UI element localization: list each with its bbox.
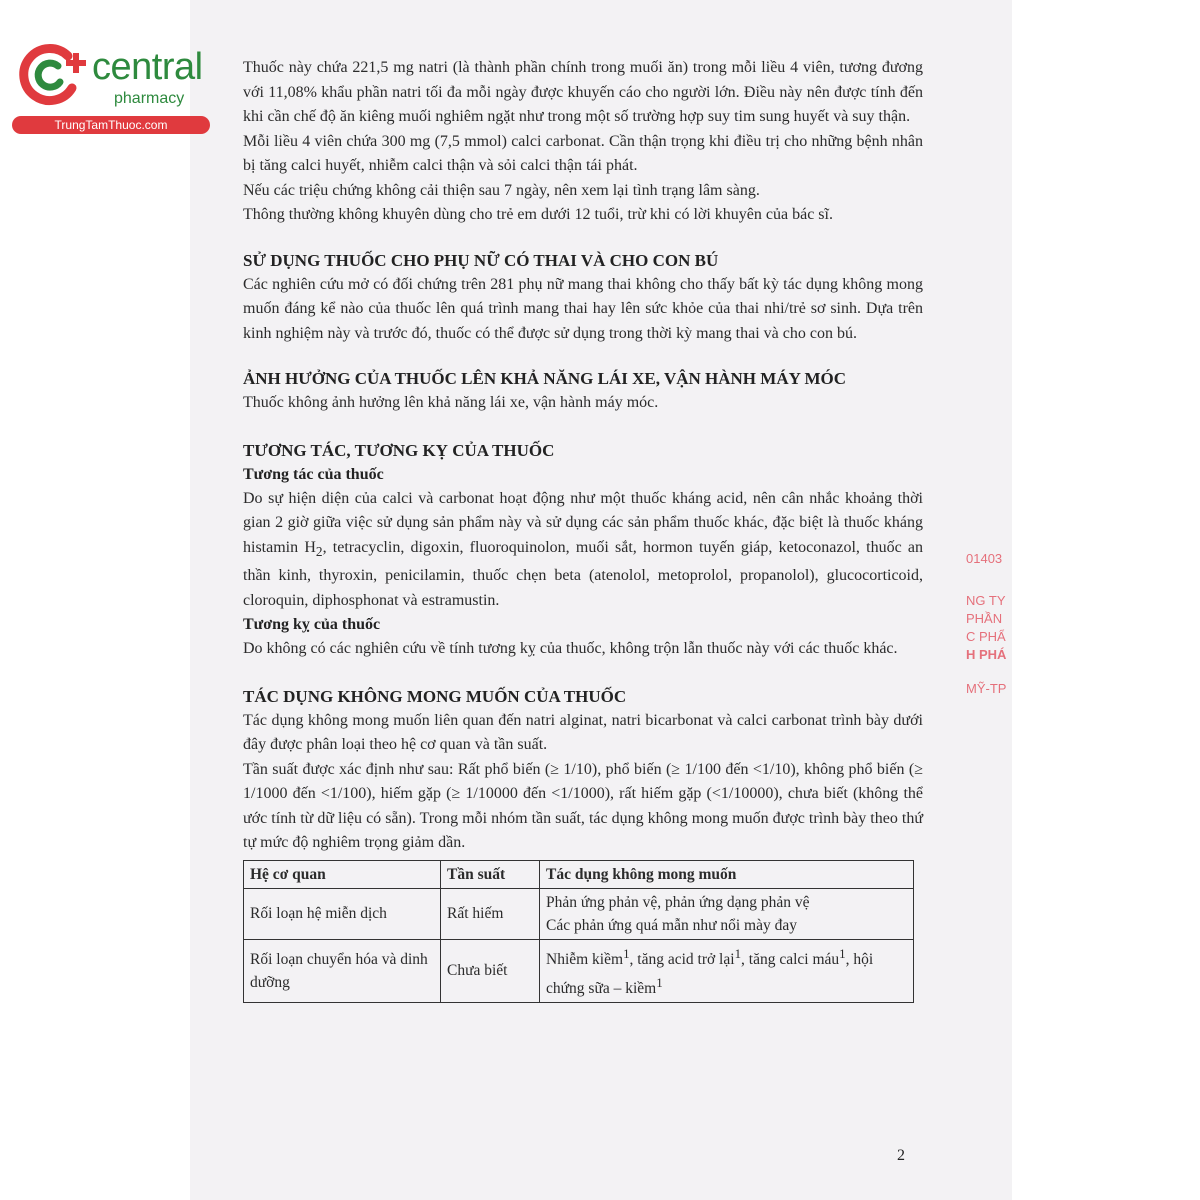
effect-item: , tăng calci máu xyxy=(741,950,840,968)
footnote-marker: 1 xyxy=(734,945,742,961)
table-row xyxy=(244,939,914,1002)
table-cell-effect xyxy=(540,939,914,1002)
intro-paragraph-3: Nếu các triệu chứng không cải thiện sau 7 ngày, nên xem lại tình trạng lâm sàng. xyxy=(243,181,760,199)
intro-paragraph-2: Mỗi liều 4 viên chứa 300 mg (7,5 mmol) calci carbonat. Cần thận trọng khi điều trị cho những bệnh nhân bị tăng calci huyết, nhiễm calci thận và sỏi calci thận tái phát. xyxy=(243,132,923,174)
stamp-line: NG TY xyxy=(966,593,1006,608)
interactions-text-part2: , tetracyclin, digoxin, fluoroquinolon, muối sắt, hormon tuyến giáp, ketoconazol, thuốc an thần kinh, thyroxin, penicilamin, thuốc chẹn beta (atenolol, metoprolol, propanolol), glucocorticoid, cloroquin, diphosphonat và estramustin. xyxy=(243,538,924,609)
effect-item: , tăng acid trở lại xyxy=(629,950,735,968)
table-cell-frequency: Rất hiếm xyxy=(441,888,540,939)
pharmacy-cross-logo-icon xyxy=(10,38,90,112)
intro-paragraph-1: Thuốc này chứa 221,5 mg natri (là thành phần chính trong muối ăn) trong mỗi liều 4 viên, tương đương với 11,08% khẩu phần natri tối đa mỗi ngày được khuyến cáo cho người lớn. Điều này nên được tính đến khi cần chế độ ăn kiêng muối nghiêm ngặt như trong một số trường hợp suy tim sung huyết và suy thận. xyxy=(243,59,923,125)
table-cell-organ: Rối loạn chuyển hóa và dinh dưỡng xyxy=(244,939,441,1002)
incompatibility-subheading: Tương kỵ của thuốc xyxy=(243,616,381,634)
logo-subtitle: pharmacy xyxy=(114,90,185,107)
stamp-line: PHẦN xyxy=(966,611,1003,626)
interactions-subheading: Tương tác của thuốc xyxy=(243,465,384,483)
adverse-heading: TÁC DỤNG KHÔNG MONG MUỐN CỦA THUỐC xyxy=(243,686,627,706)
footnote-marker: 1 xyxy=(839,945,846,961)
table-header-effect: Tác dụng không mong muốn xyxy=(540,860,914,888)
interactions-heading: TƯƠNG TÁC, TƯƠNG KỴ CỦA THUỐC xyxy=(243,440,555,460)
driving-text: Thuốc không ảnh hưởng lên khả năng lái xe, vận hành máy móc. xyxy=(243,394,659,411)
intro-paragraph-4: Thông thường không khuyên dùng cho trẻ em dưới 12 tuổi, trừ khi có lời khuyên của bác sĩ. xyxy=(243,206,833,223)
pregnancy-text: Các nghiên cứu mở có đối chứng trên 281 phụ nữ mang thai không cho thấy bất kỳ tác dụng không mong muốn đáng kể nào của thuốc lên quá trình mang thai hay lên sức khỏe của thai nhi/trẻ sơ sinh. Dựa trên kinh nghiệm này và trước đó, thuốc có thể được sử dụng trong thời kỳ mang thai và cho con bú. xyxy=(243,275,923,342)
table-row xyxy=(244,888,914,939)
pregnancy-heading: SỬ DỤNG THUỐC CHO PHỤ NỮ CÓ THAI VÀ CHO CON BÚ xyxy=(243,250,719,270)
logo-site-text: TrungTamThuoc.com xyxy=(54,118,168,132)
adverse-text-1: Tác dụng không mong muốn liên quan đến natri alginat, natri bicarbonat và calci carbonat trình bày dưới đây được phân loại theo hệ cơ quan và tần suất. xyxy=(243,711,923,754)
logo-name: central xyxy=(92,46,203,88)
footnote-marker: 1 xyxy=(656,974,663,990)
h2-subscript: 2 xyxy=(315,543,323,559)
document-content xyxy=(243,56,923,1003)
table-cell-effect xyxy=(540,888,914,939)
effect-item: Nhiễm kiềm xyxy=(546,950,624,968)
interactions-text xyxy=(243,487,923,614)
driving-heading: ẢNH HƯỞNG CỦA THUỐC LÊN KHẢ NĂNG LÁI XE, VẬN HÀNH MÁY MÓC xyxy=(243,369,847,388)
stamp-line: 01403 xyxy=(966,551,1003,566)
table-header-organ: Hệ cơ quan xyxy=(244,860,441,888)
effect-line: Các phản ứng quá mẫn như nổi mày đay xyxy=(546,916,797,934)
effect-line: Phản ứng phản vệ, phản ứng dạng phản vệ xyxy=(546,893,810,911)
table-header-frequency: Tần suất xyxy=(441,860,540,888)
footnote-marker: 1 xyxy=(623,945,630,961)
table-cell-frequency: Chưa biết xyxy=(441,939,540,1002)
stamp-line: C PHẨ xyxy=(966,629,1006,644)
pharmacy-logo[interactable] xyxy=(10,38,215,138)
stamp-line: H PHÁ xyxy=(966,647,1007,662)
company-seal-stamp xyxy=(952,550,1012,720)
page-number: 2 xyxy=(897,1147,905,1164)
adverse-text-2: Tần suất được xác định như sau: Rất phổ biến (≥ 1/10), phổ biến (≥ 1/100 đến <1/10), không phổ biến (≥ 1/1000 đến <1/100), hiếm gặp (≥ 1/10000 đến <1/1000), rất hiếm gặp (<1/10000), chưa biết (không thể ước tính từ dữ liệu có sẵn). Trong mỗi nhóm tần suất, tác dụng không mong muốn được trình bày theo thứ tự mức độ nghiêm trọng giảm dần. xyxy=(243,760,923,852)
adverse-effects-table xyxy=(243,860,914,1003)
table-cell-organ: Rối loạn hệ miễn dịch xyxy=(244,888,441,939)
logo-site-bar[interactable] xyxy=(12,116,210,134)
table-header-row xyxy=(244,860,914,888)
interactions-text-part1: Do sự hiện diện của calci và carbonat hoạt động như một thuốc kháng acid, nên cân nhắc khoảng thời gian 2 giờ giữa việc sử dụng sản phẩm này và sử dụng các sản phẩm thuốc khác, đặc biệt là thuốc kháng histamin H xyxy=(243,489,923,556)
stamp-line: MỸ-TP xyxy=(966,681,1007,696)
incompatibility-text: Do không có các nghiên cứu về tính tương kỵ của thuốc, không trộn lẫn thuốc này với các thuốc khác. xyxy=(243,640,898,658)
effect-item: , hội chứng sữa – kiềm xyxy=(546,950,874,997)
